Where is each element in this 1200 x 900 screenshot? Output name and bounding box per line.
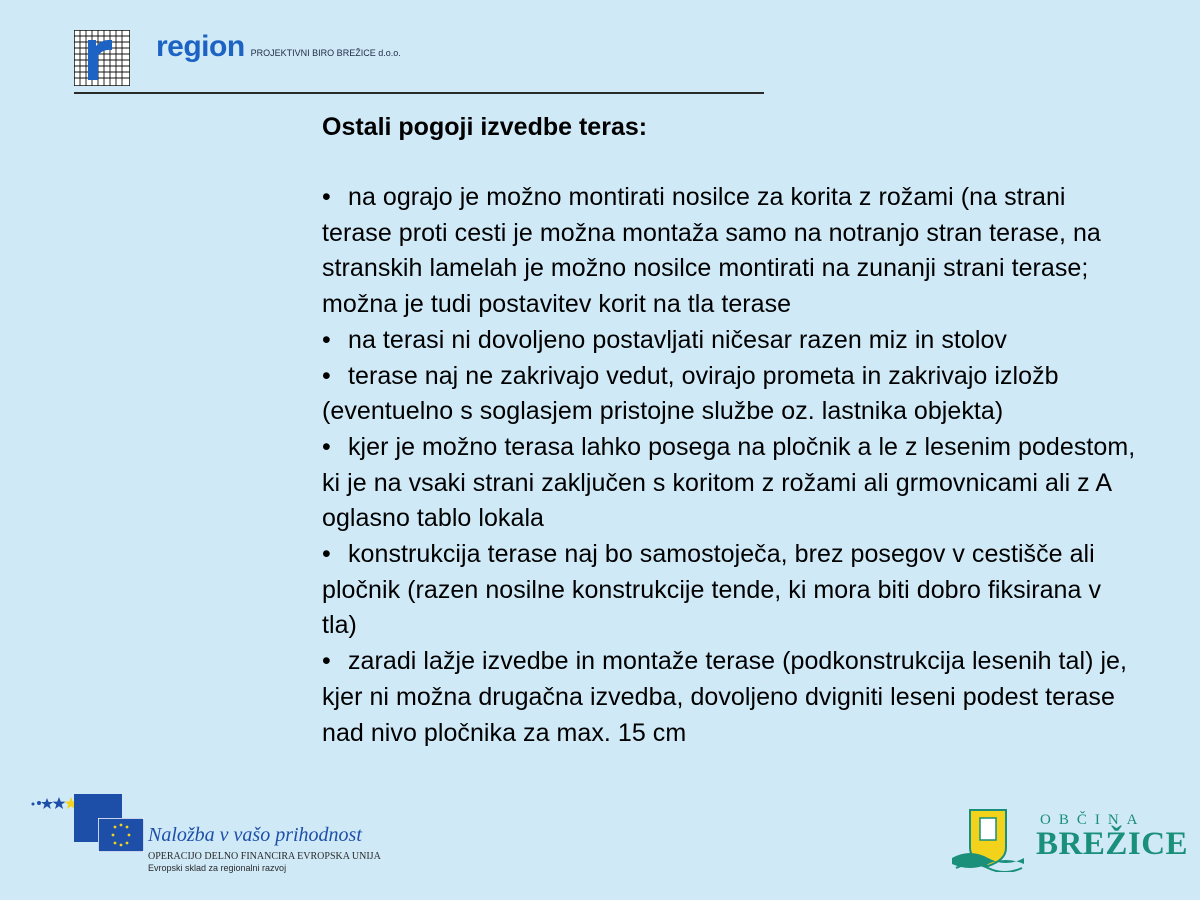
eu-stars-icon	[30, 796, 76, 810]
region-logo-icon	[74, 30, 130, 86]
eu-fund-name: Evropski sklad za regionalni razvoj	[148, 863, 287, 873]
slide-content	[322, 110, 1142, 751]
bullet-icon: •	[322, 647, 331, 676]
bullet-text: na terasi ni dovoljeno postavljati ničesar razen miz in stolov	[348, 325, 1007, 354]
municipality-name: BREŽICE	[1036, 826, 1189, 862]
bullet-icon: •	[322, 432, 331, 461]
bullet-icon: •	[322, 325, 331, 354]
bullet-icon: •	[322, 361, 331, 390]
bullet-text: terase naj ne zakrivajo vedut, ovirajo prometa in zakrivajo izložb (eventuelno s soglasjem pristojne službe oz. lastnika objekta)	[322, 361, 1059, 426]
bullet-text: na ograjo je možno montirati nosilce za korita z rožami (na strani terase proti cesti je možna montaža samo na notranjo stran terase, na stranskih lamelah je možno nosilce montirati na zunanji strani terase; možna je tudi postavitev korit na tla terase	[322, 183, 1101, 319]
brand	[156, 30, 401, 64]
brand-subtitle: PROJEKTIVNI BIRO BREŽICE d.o.o.	[250, 48, 401, 58]
brand-name: region	[156, 30, 245, 63]
eu-funding-line: OPERACIJO DELNO FINANCIRA EVROPSKA UNIJA	[148, 851, 381, 862]
header-divider	[74, 92, 764, 94]
eu-flag-icon	[98, 818, 144, 852]
list-item	[322, 180, 1142, 323]
bullet-list	[322, 180, 1142, 751]
brezice-crest-icon	[950, 808, 1024, 872]
list-item	[322, 359, 1142, 430]
bullet-icon: •	[322, 183, 331, 211]
list-item	[322, 537, 1142, 644]
list-item	[322, 644, 1142, 751]
bullet-text: konstrukcija terase naj bo samostoječa, brez posegov v cestišče ali pločnik (razen nosilne konstrukcije tende, ki mora biti dobro fiksirana v tla)	[322, 540, 1102, 640]
slide-title: Ostali pogoji izvedbe teras:	[322, 113, 648, 141]
municipality-label: OBČINA	[1040, 812, 1146, 828]
list-item	[322, 323, 1142, 359]
bullet-text: kjer je možno terasa lahko posega na pločnik a le z lesenim podestom, ki je na vsaki strani zaključen s koritom z rožami ali grmovnicami ali z A oglasno tablo lokala	[322, 432, 1136, 533]
list-item	[322, 430, 1142, 537]
eu-slogan: Naložba v vašo prihodnost	[148, 824, 362, 846]
bullet-icon: •	[322, 540, 331, 569]
bullet-text: zaradi lažje izvedbe in montaže terase (podkonstrukcija lesenih tal) je, kjer ni možna drugačna izvedba, dovoljeno dvigniti leseni podest terase nad nivo pločnika za max. 15 cm	[322, 647, 1128, 747]
